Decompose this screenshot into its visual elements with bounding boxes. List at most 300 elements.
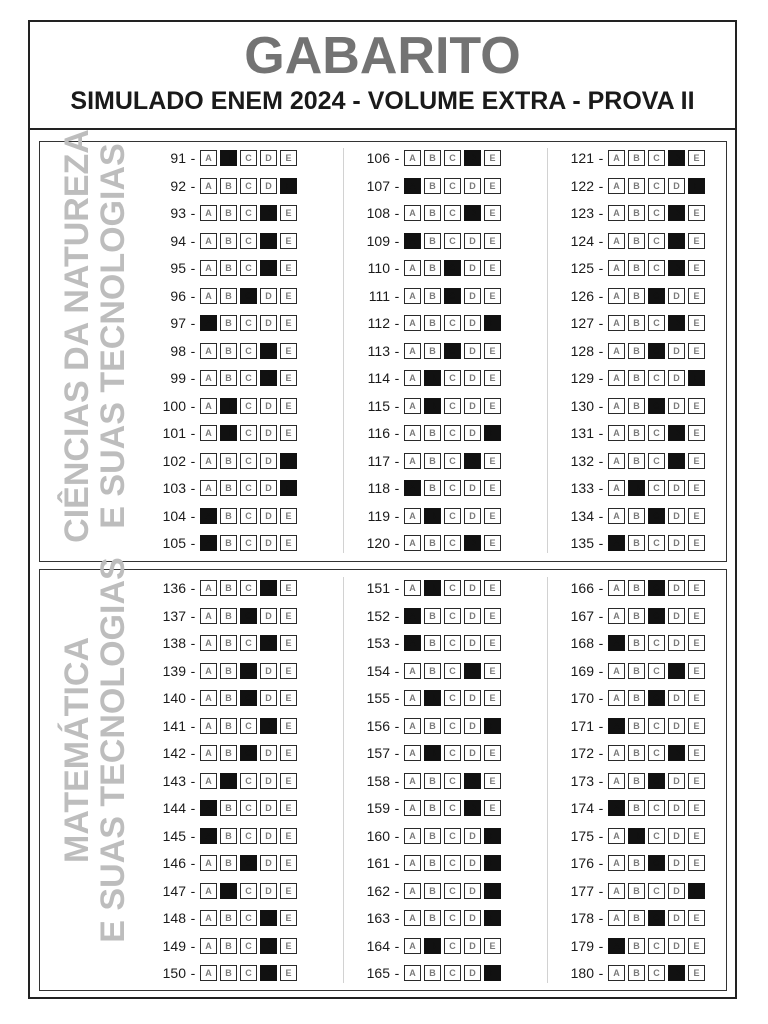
option-c-bubble: C	[240, 965, 257, 981]
question-row	[350, 716, 504, 736]
option-d-bubble: D	[464, 398, 481, 414]
question-row	[350, 176, 504, 196]
option-a-bubble: A	[608, 580, 625, 596]
question-separator: -	[394, 662, 400, 679]
option-d-bubble: D	[464, 260, 481, 276]
option-c-marked-bubble: C	[648, 343, 665, 359]
option-a-bubble: A	[608, 178, 625, 194]
option-a-bubble: A	[608, 370, 625, 386]
question-number: 143	[162, 772, 186, 789]
question-separator: -	[598, 425, 604, 441]
option-e-bubble: E	[280, 343, 297, 359]
option-b-marked-bubble: B	[220, 398, 237, 414]
option-b-bubble: B	[220, 718, 237, 734]
option-e-bubble: E	[280, 508, 297, 524]
option-b-bubble: B	[628, 425, 645, 441]
question-row	[146, 478, 300, 498]
question-number: 112	[367, 315, 390, 331]
question-separator: -	[598, 855, 604, 871]
option-c-bubble: C	[444, 535, 461, 551]
option-b-bubble: B	[424, 855, 441, 871]
question-separator: -	[190, 507, 196, 524]
option-e-marked-bubble: E	[484, 883, 501, 899]
question-row	[554, 716, 708, 736]
option-c-bubble: C	[648, 635, 665, 651]
option-d-bubble: D	[464, 288, 481, 304]
option-a-bubble: A	[608, 855, 625, 871]
question-row	[146, 771, 300, 791]
option-d-marked-bubble: D	[464, 535, 481, 551]
option-c-marked-bubble: C	[648, 580, 665, 596]
option-a-marked-bubble: A	[608, 635, 625, 651]
option-b-bubble: B	[424, 453, 441, 469]
option-a-bubble: A	[200, 480, 217, 496]
option-e-marked-bubble: E	[688, 370, 705, 386]
option-e-bubble: E	[688, 205, 705, 221]
question-row	[350, 688, 504, 708]
option-a-bubble: A	[608, 508, 625, 524]
question-number: 96	[170, 287, 186, 304]
option-b-marked-bubble: B	[424, 398, 441, 414]
option-a-bubble: A	[404, 690, 421, 706]
option-c-bubble: C	[444, 150, 461, 166]
option-d-bubble: D	[260, 690, 277, 706]
option-c-bubble: C	[648, 965, 665, 981]
question-number: 168	[570, 635, 594, 651]
question-number: 177	[570, 882, 594, 899]
option-c-bubble: C	[240, 910, 257, 926]
question-separator: -	[190, 635, 196, 651]
question-number: 147	[162, 882, 186, 899]
option-a-bubble: A	[404, 828, 421, 844]
question-row	[554, 258, 708, 278]
question-row	[146, 148, 300, 168]
question-number: 124	[570, 232, 594, 249]
option-e-bubble: E	[688, 773, 705, 789]
section-label-line: CIÊNCIAS DA NATUREZA	[58, 129, 96, 543]
option-d-bubble: D	[464, 315, 481, 331]
question-number: 159	[366, 800, 390, 816]
question-row	[350, 853, 504, 873]
option-e-bubble: E	[280, 828, 297, 844]
question-row	[554, 936, 708, 956]
option-a-bubble: A	[404, 965, 421, 981]
question-row	[146, 688, 300, 708]
option-c-bubble: C	[240, 883, 257, 899]
question-row	[554, 853, 708, 873]
option-a-bubble: A	[404, 883, 421, 899]
option-c-marked-bubble: C	[240, 288, 257, 304]
question-row	[554, 908, 708, 928]
column-divider	[547, 148, 548, 553]
option-e-bubble: E	[484, 370, 501, 386]
option-d-bubble: D	[668, 608, 685, 624]
question-separator: -	[394, 232, 400, 249]
question-row	[554, 826, 708, 846]
question-row	[350, 286, 504, 306]
question-number: 103	[162, 480, 186, 496]
option-a-bubble: A	[404, 343, 421, 359]
option-d-bubble: D	[464, 178, 481, 194]
option-a-bubble: A	[608, 205, 625, 221]
question-row	[350, 313, 504, 333]
question-number: 162	[366, 882, 390, 899]
question-row	[146, 506, 300, 526]
question-row	[554, 148, 708, 168]
option-d-bubble: D	[668, 370, 685, 386]
question-row	[350, 578, 504, 598]
option-b-marked-bubble: B	[424, 370, 441, 386]
option-a-bubble: A	[404, 150, 421, 166]
question-separator: -	[598, 205, 604, 221]
option-e-marked-bubble: E	[280, 453, 297, 469]
option-c-bubble: C	[240, 205, 257, 221]
option-e-bubble: E	[280, 608, 297, 624]
option-d-bubble: D	[260, 480, 277, 496]
question-row	[350, 908, 504, 928]
option-e-bubble: E	[280, 425, 297, 441]
option-a-bubble: A	[200, 773, 217, 789]
question-row	[350, 423, 504, 443]
option-d-bubble: D	[260, 425, 277, 441]
option-e-bubble: E	[484, 580, 501, 596]
option-d-marked-bubble: D	[260, 938, 277, 954]
question-row	[554, 341, 708, 361]
question-separator: -	[190, 607, 196, 624]
option-c-bubble: C	[240, 938, 257, 954]
option-b-bubble: B	[628, 288, 645, 304]
question-separator: -	[598, 287, 604, 304]
option-b-bubble: B	[220, 288, 237, 304]
option-e-bubble: E	[484, 800, 501, 816]
option-e-marked-bubble: E	[484, 965, 501, 981]
option-e-bubble: E	[484, 288, 501, 304]
option-d-marked-bubble: D	[260, 635, 277, 651]
option-a-bubble: A	[200, 855, 217, 871]
option-e-bubble: E	[688, 635, 705, 651]
question-number: 149	[162, 937, 186, 954]
option-e-bubble: E	[688, 910, 705, 926]
option-e-bubble: E	[688, 480, 705, 496]
option-c-bubble: C	[240, 453, 257, 469]
question-row	[146, 341, 300, 361]
option-c-bubble: C	[444, 855, 461, 871]
question-row	[350, 231, 504, 251]
option-a-bubble: A	[200, 205, 217, 221]
option-a-marked-bubble: A	[200, 315, 217, 331]
question-row	[350, 148, 504, 168]
question-number: 148	[162, 910, 186, 926]
question-number: 122	[570, 177, 594, 194]
question-number: 131	[570, 425, 594, 441]
option-c-bubble: C	[240, 150, 257, 166]
question-row	[350, 478, 504, 498]
question-separator: -	[190, 882, 196, 899]
question-row	[554, 231, 708, 251]
option-d-bubble: D	[668, 398, 685, 414]
option-c-bubble: C	[648, 480, 665, 496]
option-b-bubble: B	[628, 233, 645, 249]
option-e-marked-bubble: E	[280, 178, 297, 194]
option-b-bubble: B	[628, 453, 645, 469]
option-c-bubble: C	[444, 663, 461, 679]
option-d-bubble: D	[668, 288, 685, 304]
question-number: 105	[162, 535, 186, 551]
question-row	[146, 633, 300, 653]
question-separator: -	[190, 370, 196, 386]
option-c-marked-bubble: C	[648, 910, 665, 926]
option-c-bubble: C	[240, 635, 257, 651]
option-c-marked-bubble: C	[240, 855, 257, 871]
option-c-bubble: C	[648, 883, 665, 899]
option-e-marked-bubble: E	[484, 855, 501, 871]
option-e-marked-bubble: E	[484, 315, 501, 331]
option-b-bubble: B	[628, 343, 645, 359]
option-c-bubble: C	[444, 690, 461, 706]
question-row	[350, 661, 504, 681]
option-a-bubble: A	[608, 150, 625, 166]
option-d-marked-bubble: D	[260, 233, 277, 249]
option-c-marked-bubble: C	[240, 745, 257, 761]
option-a-bubble: A	[608, 773, 625, 789]
option-c-marked-bubble: C	[240, 690, 257, 706]
question-separator: -	[394, 965, 400, 981]
question-separator: -	[394, 480, 400, 496]
option-b-bubble: B	[424, 288, 441, 304]
option-b-bubble: B	[424, 343, 441, 359]
question-number: 152	[366, 607, 390, 624]
question-separator: -	[598, 607, 604, 624]
option-e-bubble: E	[280, 883, 297, 899]
option-e-bubble: E	[280, 635, 297, 651]
question-separator: -	[598, 370, 604, 386]
option-d-bubble: D	[464, 910, 481, 926]
column-divider	[343, 148, 344, 553]
option-b-bubble: B	[220, 800, 237, 816]
question-number: 106	[366, 150, 390, 166]
option-d-bubble: D	[464, 965, 481, 981]
option-d-bubble: D	[668, 883, 685, 899]
option-b-bubble: B	[628, 580, 645, 596]
option-b-bubble: B	[220, 855, 237, 871]
option-b-bubble: B	[424, 150, 441, 166]
option-e-bubble: E	[280, 718, 297, 734]
option-d-bubble: D	[260, 855, 277, 871]
option-c-bubble: C	[240, 178, 257, 194]
question-row	[146, 606, 300, 626]
option-a-bubble: A	[404, 718, 421, 734]
option-b-bubble: B	[628, 883, 645, 899]
option-c-bubble: C	[648, 453, 665, 469]
question-separator: -	[598, 580, 604, 596]
option-c-bubble: C	[648, 663, 665, 679]
question-number: 92	[170, 177, 186, 194]
option-b-bubble: B	[628, 855, 645, 871]
option-c-bubble: C	[240, 343, 257, 359]
option-e-bubble: E	[484, 508, 501, 524]
question-row	[554, 688, 708, 708]
question-separator: -	[598, 260, 604, 276]
column-divider	[343, 577, 344, 983]
question-separator: -	[598, 882, 604, 899]
option-d-bubble: D	[668, 178, 685, 194]
option-e-bubble: E	[688, 745, 705, 761]
option-e-marked-bubble: E	[484, 828, 501, 844]
question-row	[554, 423, 708, 443]
option-c-bubble: C	[648, 535, 665, 551]
question-row	[146, 826, 300, 846]
question-separator: -	[394, 370, 400, 386]
option-d-bubble: D	[260, 828, 277, 844]
option-e-bubble: E	[484, 745, 501, 761]
option-b-bubble: B	[628, 635, 645, 651]
option-c-bubble: C	[240, 425, 257, 441]
option-b-bubble: B	[424, 828, 441, 844]
option-a-marked-bubble: A	[608, 800, 625, 816]
question-row	[350, 798, 504, 818]
option-b-marked-bubble: B	[220, 773, 237, 789]
question-separator: -	[394, 800, 400, 816]
option-d-marked-bubble: D	[260, 910, 277, 926]
question-number: 110	[367, 260, 390, 276]
option-b-bubble: B	[424, 773, 441, 789]
option-e-bubble: E	[484, 150, 501, 166]
option-c-bubble: C	[444, 370, 461, 386]
option-d-marked-bubble: D	[464, 773, 481, 789]
option-e-marked-bubble: E	[688, 883, 705, 899]
option-a-bubble: A	[404, 800, 421, 816]
option-b-marked-bubble: B	[424, 508, 441, 524]
option-e-bubble: E	[688, 855, 705, 871]
option-c-bubble: C	[648, 425, 665, 441]
question-separator: -	[190, 772, 196, 789]
question-row	[350, 963, 504, 983]
question-separator: -	[394, 205, 400, 221]
question-separator: -	[190, 232, 196, 249]
question-number: 132	[570, 452, 594, 469]
question-number: 91	[170, 150, 186, 166]
question-separator: -	[598, 342, 604, 359]
question-number: 163	[366, 910, 390, 926]
question-number: 117	[367, 452, 390, 469]
option-e-bubble: E	[688, 800, 705, 816]
option-d-bubble: D	[668, 718, 685, 734]
option-d-bubble: D	[464, 855, 481, 871]
option-a-bubble: A	[608, 690, 625, 706]
question-separator: -	[394, 397, 400, 414]
question-number: 127	[570, 315, 594, 331]
option-c-bubble: C	[240, 233, 257, 249]
option-a-bubble: A	[608, 453, 625, 469]
question-separator: -	[598, 452, 604, 469]
option-e-marked-bubble: E	[484, 718, 501, 734]
option-e-bubble: E	[688, 453, 705, 469]
question-separator: -	[394, 315, 400, 331]
question-separator: -	[190, 315, 196, 331]
option-a-marked-bubble: A	[608, 535, 625, 551]
option-a-bubble: A	[608, 663, 625, 679]
option-c-bubble: C	[648, 370, 665, 386]
question-number: 146	[162, 855, 186, 871]
option-d-bubble: D	[464, 508, 481, 524]
option-a-bubble: A	[404, 745, 421, 761]
option-a-bubble: A	[404, 535, 421, 551]
option-a-bubble: A	[404, 398, 421, 414]
option-e-bubble: E	[688, 288, 705, 304]
question-row	[554, 606, 708, 626]
question-separator: -	[190, 745, 196, 761]
question-number: 95	[170, 260, 186, 276]
option-d-bubble: D	[260, 508, 277, 524]
question-separator: -	[394, 717, 400, 734]
option-b-bubble: B	[220, 663, 237, 679]
option-a-bubble: A	[404, 260, 421, 276]
option-e-bubble: E	[484, 663, 501, 679]
option-b-bubble: B	[220, 260, 237, 276]
option-a-bubble: A	[608, 398, 625, 414]
option-e-bubble: E	[688, 535, 705, 551]
option-d-bubble: D	[260, 745, 277, 761]
option-a-marked-bubble: A	[608, 938, 625, 954]
question-separator: -	[190, 150, 196, 166]
question-number: 115	[367, 397, 390, 414]
option-c-bubble: C	[444, 608, 461, 624]
question-row	[350, 396, 504, 416]
option-a-bubble: A	[608, 965, 625, 981]
option-b-bubble: B	[424, 663, 441, 679]
question-separator: -	[190, 965, 196, 981]
option-e-bubble: E	[484, 205, 501, 221]
question-row	[350, 771, 504, 791]
question-separator: -	[598, 507, 604, 524]
option-e-bubble: E	[280, 370, 297, 386]
option-d-marked-bubble: D	[668, 233, 685, 249]
option-c-bubble: C	[240, 260, 257, 276]
option-b-bubble: B	[220, 233, 237, 249]
question-number: 158	[366, 772, 390, 789]
option-a-marked-bubble: A	[608, 718, 625, 734]
question-row	[146, 578, 300, 598]
question-separator: -	[394, 177, 400, 194]
option-b-bubble: B	[220, 608, 237, 624]
option-c-bubble: C	[444, 178, 461, 194]
question-separator: -	[394, 882, 400, 899]
question-number: 140	[162, 690, 186, 706]
option-d-marked-bubble: D	[668, 205, 685, 221]
option-e-bubble: E	[280, 315, 297, 331]
option-c-marked-bubble: C	[648, 288, 665, 304]
option-e-bubble: E	[688, 233, 705, 249]
option-e-bubble: E	[688, 315, 705, 331]
option-a-bubble: A	[200, 370, 217, 386]
option-e-bubble: E	[280, 773, 297, 789]
question-separator: -	[598, 480, 604, 496]
question-separator: -	[190, 690, 196, 706]
option-b-bubble: B	[628, 535, 645, 551]
option-b-marked-bubble: B	[220, 150, 237, 166]
option-d-bubble: D	[260, 315, 277, 331]
option-a-marked-bubble: A	[200, 828, 217, 844]
question-separator: -	[394, 827, 400, 844]
option-e-marked-bubble: E	[280, 480, 297, 496]
option-e-bubble: E	[484, 398, 501, 414]
question-separator: -	[394, 287, 400, 304]
question-number: 153	[366, 635, 390, 651]
option-a-marked-bubble: A	[404, 480, 421, 496]
option-c-bubble: C	[240, 508, 257, 524]
option-c-bubble: C	[240, 480, 257, 496]
question-row	[350, 743, 504, 763]
